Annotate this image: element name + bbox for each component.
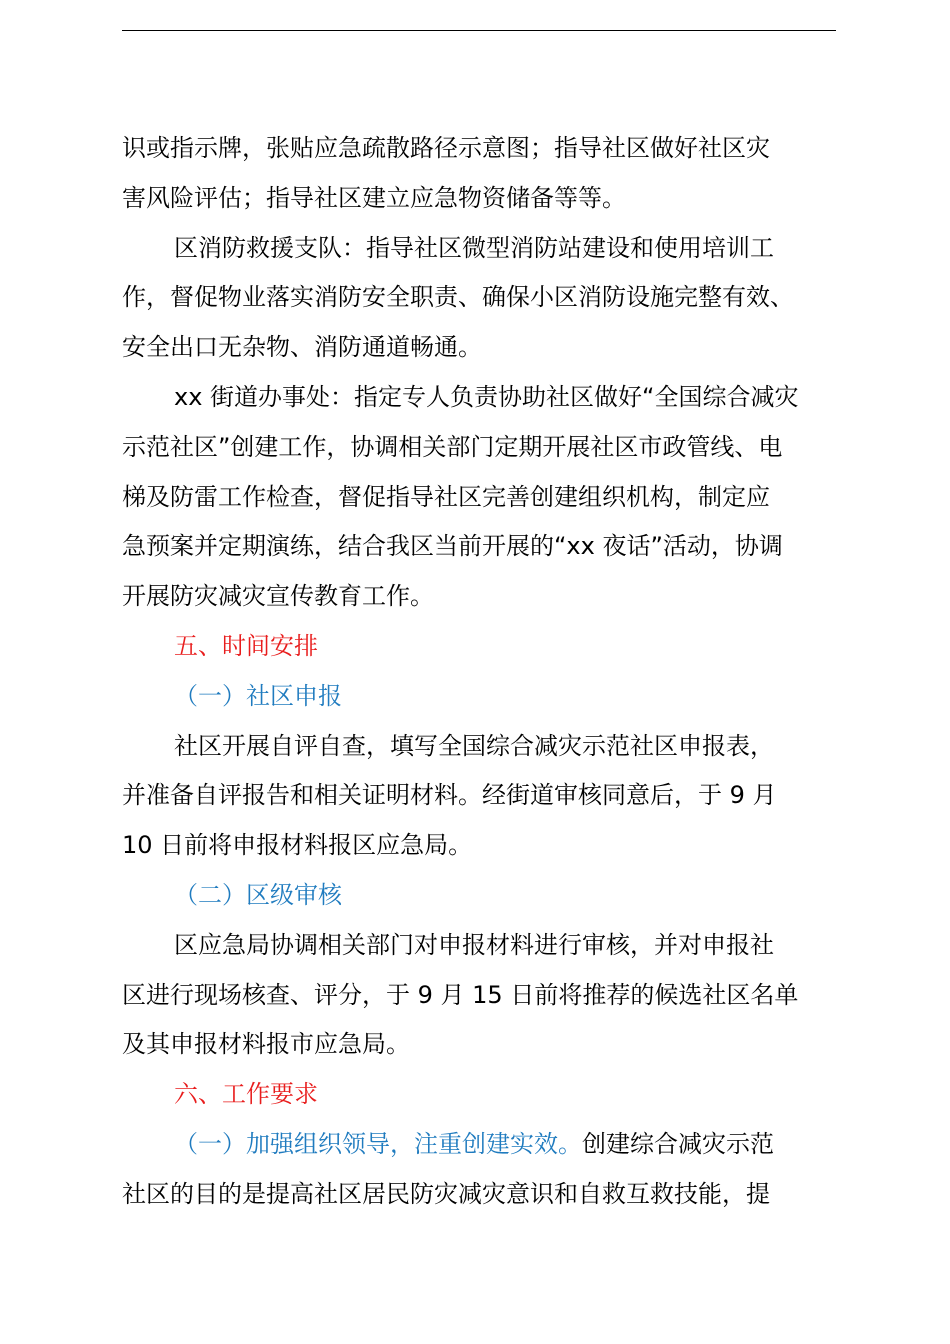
body-line: 开展防灾减灾宣传教育工作。 (122, 582, 434, 611)
body-line: 作，督促物业落实消防安全职责、确保小区消防设施完整有效、 (122, 283, 794, 312)
body-line: 10 日前将申报材料报区应急局。 (122, 831, 473, 860)
section-heading: 五、时间安排 (174, 631, 318, 660)
body-line: xx 街道办事处：指定专人负责协助社区做好“全国综合减灾 (174, 382, 799, 411)
subsection-heading: （二）区级审核 (174, 880, 342, 909)
subsection-heading: （一）加强组织领导，注重创建实效。 (174, 1129, 582, 1158)
body-line: 示范社区”创建工作，协调相关部门定期开展社区市政管线、电 (122, 432, 783, 461)
body-line: 并准备自评报告和相关证明材料。经街道审核同意后，于 9 月 (122, 781, 777, 810)
body-text: 创建综合减灾示范 (582, 1129, 774, 1158)
header-rule (122, 30, 836, 31)
body-line: 急预案并定期演练，结合我区当前开展的“xx 夜话”活动，协调 (122, 532, 783, 561)
body-line: 区消防救援支队：指导社区微型消防站建设和使用培训工 (174, 233, 774, 262)
body-line: 社区的目的是提高社区居民防灾减灾意识和自救互救技能，提 (122, 1179, 770, 1208)
body-line: 梯及防雷工作检查，督促指导社区完善创建组织机构，制定应 (122, 482, 770, 511)
body-line: 社区开展自评自查，填写全国综合减灾示范社区申报表， (174, 731, 774, 760)
body-line: 害风险评估；指导社区建立应急物资储备等等。 (122, 183, 626, 212)
document-body (122, 124, 836, 1220)
section-heading: 六、工作要求 (174, 1080, 318, 1109)
subsection-heading: （一）社区申报 (174, 681, 342, 710)
body-line: 区进行现场核查、评分，于 9 月 15 日前将推荐的候选社区名单 (122, 980, 799, 1009)
body-line: 识或指示牌，张贴应急疏散路径示意图；指导社区做好社区灾 (122, 134, 770, 162)
mixed-heading-line (122, 1120, 836, 1170)
body-line: 区应急局协调相关部门对申报材料进行审核，并对申报社 (174, 930, 774, 959)
body-line: 安全出口无杂物、消防通道畅通。 (122, 333, 482, 362)
body-line: 及其申报材料报市应急局。 (122, 1030, 410, 1059)
